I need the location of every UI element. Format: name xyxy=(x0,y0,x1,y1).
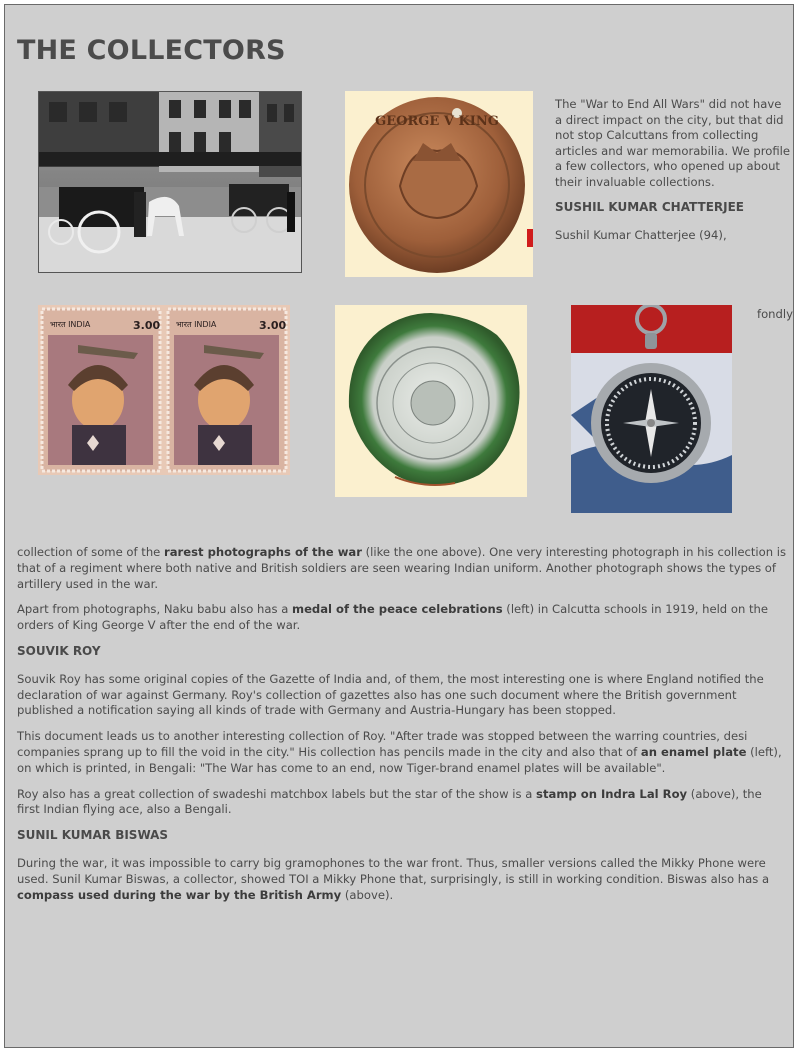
text-run: collection of some of the xyxy=(17,545,164,559)
bold-compass: compass used during the war by the British Army xyxy=(17,887,342,902)
medal-inscription: GEORGE V KING xyxy=(375,114,499,129)
intro-paragraph: The "War to End All Wars" did not have a direct impact on the city, but that did not stop Calcuttans from collecting articles and war memorabilia. We profile a few collectors, who opened up about their invaluable collections. xyxy=(555,97,791,189)
paragraph-photographs xyxy=(17,545,787,592)
article-body xyxy=(17,545,787,913)
stamp-country-right: भारत INDIA xyxy=(176,320,217,329)
text-run: (above). xyxy=(341,887,394,902)
text-run: Apart from photographs, Naku babu also has a xyxy=(17,602,292,617)
street-photo xyxy=(38,91,302,273)
text-run: During the war, it was impossible to carry big gramophones to the war front. Thus, smaller versions called the Mikky Phone were used. Sunil Kumar Biswas, a collector, showed TOI a Mikky Phone that, surprisingly, is still in working condition. Biswas also has a xyxy=(17,855,770,886)
text-run: (left), on which is printed, in Bengali: "The War has come to an end, now Tiger-brand enamel plates will be available". xyxy=(17,744,782,775)
paragraph-enamel-plate xyxy=(17,729,787,776)
paragraph-compass xyxy=(17,856,787,903)
article-page xyxy=(4,4,794,1048)
page-title: THE COLLECTORS xyxy=(17,35,286,66)
compass-photo xyxy=(571,305,732,513)
text-run: (left) in Calcutta schools in 1919, held on the orders of King George V after the end of the war. xyxy=(17,602,769,633)
heading-sushil: SUSHIL KUMAR CHATTERJEE xyxy=(555,200,744,214)
stamp-value-left: 3.00 xyxy=(133,319,161,332)
text-run: (above), the first Indian flying ace, also a Bengali. xyxy=(17,786,762,817)
stamp-photo xyxy=(38,305,290,475)
bold-medal: medal of the peace celebrations xyxy=(291,602,503,617)
enamel-plate-photo xyxy=(335,305,527,497)
stamp-country-left: भारत INDIA xyxy=(50,320,91,329)
compass-graphic xyxy=(571,305,732,513)
street-photo-graphic xyxy=(39,92,301,272)
stamp-graphic xyxy=(38,305,290,475)
text-run: (like the one above). One very interesting photograph in his collection is that of a regiment where both native and British soldiers are seen wearing Indian uniform. Another photograph shows the types of artillery used in the war. xyxy=(17,545,787,591)
bold-enamel-plate: an enamel plate xyxy=(640,744,747,759)
bold-stamp: stamp on Indra Lal Roy xyxy=(536,786,688,801)
medal-graphic xyxy=(345,91,533,277)
paragraph-gazette: Souvik Roy has some original copies of the Gazette of India and, of them, the most interesting one is where England notified the declaration of war against Germany. Roy's collection of gazettes also has one such document where the British government published a notification saying all kinds of trade with Germany and Austria-Hungary has been stopped. xyxy=(17,671,764,718)
text-run: Roy also has a great collection of swadeshi matchbox labels but the star of the show is a xyxy=(17,786,537,801)
sushil-paragraph-start: Sushil Kumar Chatterjee (94), xyxy=(555,227,727,242)
medal-photo xyxy=(345,91,533,277)
heading-sunil-kumar-biswas: SUNIL KUMAR BISWAS xyxy=(17,828,169,843)
enamel-plate-graphic xyxy=(335,305,527,497)
paragraph-medal xyxy=(17,602,787,634)
fondly-text: fondly xyxy=(757,307,793,321)
text-run: This document leads us to another interesting collection of Roy. "After trade was stopped between the warring countries, desi companies sprang up to fill the void in the city." His collection has pencils made in the city and also that of xyxy=(17,729,748,759)
paragraph-stamp xyxy=(17,787,787,819)
bold-rarest-photographs: rarest photographs of the war xyxy=(164,545,362,559)
heading-souvik-roy: SOUVIK ROY xyxy=(17,643,101,658)
intro-column xyxy=(555,97,791,253)
stamp-value-right: 3.00 xyxy=(259,319,287,332)
